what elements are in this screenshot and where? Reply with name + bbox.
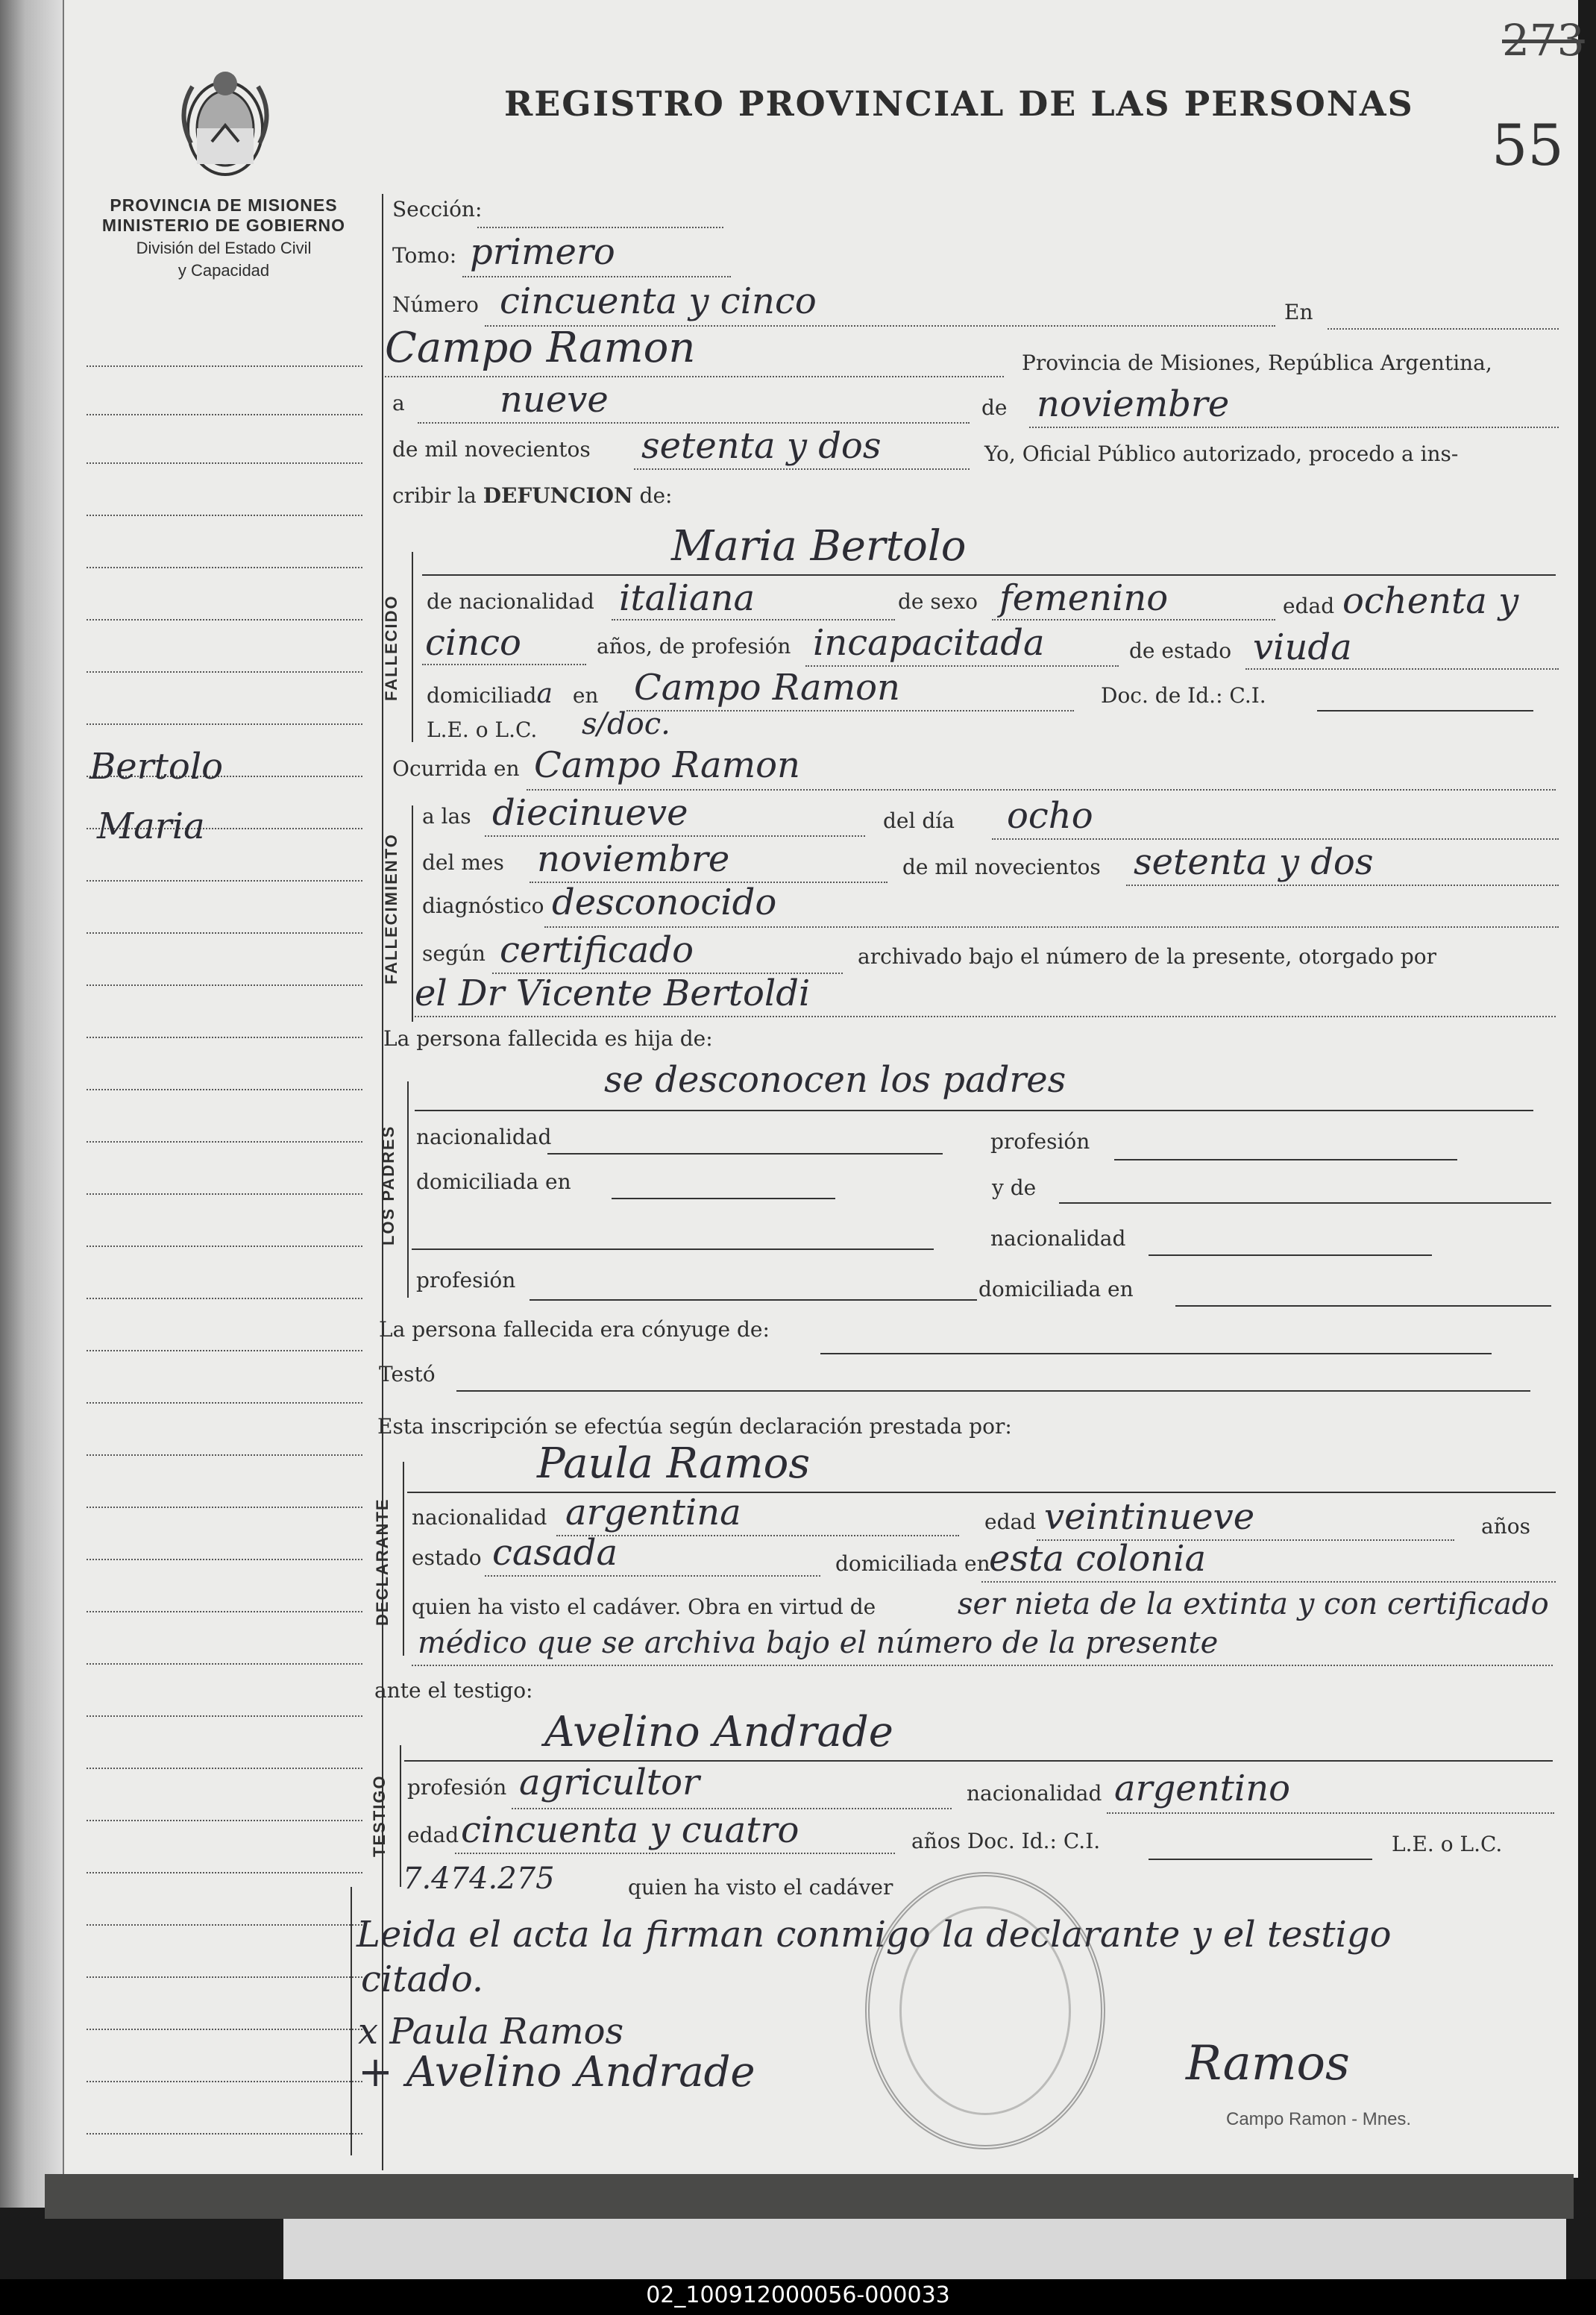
p-profesion-label: profesión xyxy=(990,1129,1090,1154)
le-value: s/doc. xyxy=(582,707,670,741)
signature-rule xyxy=(351,1887,352,2155)
conyuge-label: La persona fallecida era cónyuge de: xyxy=(379,1317,770,1342)
cadaver-text: quien ha visto el cadáver. Obra en virtud de xyxy=(412,1595,876,1619)
mil-label: de mil novecientos xyxy=(392,437,591,462)
diagnostico-label: diagnóstico xyxy=(422,893,544,918)
diagnostico-value: desconocido xyxy=(552,882,777,923)
profesion-value: incapacitada xyxy=(813,622,1045,664)
firma-testigo: + Avelino Andrade xyxy=(358,2048,755,2096)
t-profesion-value: agricultor xyxy=(519,1762,700,1803)
declarante-rule xyxy=(403,1462,404,1656)
tomo-value: primero xyxy=(470,231,615,273)
book-spine xyxy=(45,2174,1574,2219)
padres-rule xyxy=(407,1081,409,1298)
ministry-name: MINISTERIO DE GOBIERNO xyxy=(101,216,346,235)
division-name: División del Estado Civil xyxy=(136,239,312,257)
mes-fallec-value: noviembre xyxy=(537,838,730,880)
mes-fallec-label: del mes xyxy=(422,850,504,875)
p-yde-label: y de xyxy=(992,1175,1037,1200)
edad-label: edad xyxy=(1283,594,1335,618)
t-nacionalidad-label: nacionalidad xyxy=(967,1781,1102,1806)
padres-value: se desconocen los padres xyxy=(604,1059,1066,1101)
cierre-line-1: Leida el acta la firman conmigo la declarante y el testigo xyxy=(356,1914,1392,1956)
fallecido-tag: FALLECIDO xyxy=(382,594,400,701)
domiciliado-suffix: a xyxy=(536,679,553,709)
mes-inscripcion: noviembre xyxy=(1037,383,1230,425)
padres-line xyxy=(415,1110,1533,1111)
ocurrida-line xyxy=(527,789,1556,791)
oficial-firma: Ramos xyxy=(1186,2036,1350,2091)
inscribir-prefix: cribir la xyxy=(392,483,477,508)
hora-label: a las xyxy=(422,804,471,829)
estado-line xyxy=(1245,668,1559,670)
document-title: REGISTRO PROVINCIAL DE LAS PERSONAS xyxy=(504,84,1414,124)
margin-note-surname: Bertolo xyxy=(89,746,224,788)
tomo-line xyxy=(462,276,731,277)
testo-label: Testó xyxy=(379,1362,436,1386)
dia-fallec-line xyxy=(992,838,1559,840)
d-domicilio-value: esta colonia xyxy=(989,1538,1207,1580)
testigo-rule xyxy=(400,1745,401,1887)
province-name: PROVINCIA DE MISIONES xyxy=(110,195,338,215)
mes-line xyxy=(1029,427,1559,428)
d-nacionalidad-value: argentina xyxy=(565,1492,741,1533)
domicilio-value: Campo Ramon xyxy=(634,667,900,709)
firma-declarante: x Paula Ramos xyxy=(358,2011,624,2052)
p-madre-line xyxy=(412,1248,934,1250)
inscribir-text xyxy=(392,483,672,508)
p-profesion-line xyxy=(1114,1159,1457,1160)
domiciliado-label xyxy=(427,679,598,709)
d-domicilio-line xyxy=(981,1581,1556,1583)
defuncion-word: DEFUNCION xyxy=(483,483,633,508)
t-cadaver-label: quien ha visto el cadáver xyxy=(628,1875,893,1900)
dia-inscripcion: nueve xyxy=(500,379,609,421)
previous-page-edge xyxy=(0,0,63,2208)
anio-inscripcion: setenta y dos xyxy=(641,425,882,467)
d-nacionalidad-label: nacionalidad xyxy=(412,1505,547,1530)
p-domiciliada2-line xyxy=(1175,1305,1551,1307)
declaracion-label: Esta inscripción se efectúa según declaración prestada por: xyxy=(377,1414,1012,1439)
doc-line xyxy=(1317,710,1533,712)
virtud-line-2: médico que se archiva bajo el número de la presente xyxy=(418,1626,1219,1660)
p-nacionalidad-line xyxy=(547,1153,943,1155)
segun-value: certificado xyxy=(500,929,694,971)
diagnostico-line xyxy=(544,926,1559,928)
t-doc-value: 7.474.275 xyxy=(403,1862,555,1896)
d-estado-label: estado xyxy=(412,1545,482,1570)
seccion-line xyxy=(477,227,723,228)
numero-value: cincuenta y cinco xyxy=(500,280,817,322)
d-estado-value: casada xyxy=(492,1532,618,1574)
t-nacionalidad-line xyxy=(1107,1812,1554,1814)
le-label: L.E. o L.C. xyxy=(427,717,538,742)
hora-value: diecinueve xyxy=(492,792,688,834)
provincia-text: Provincia de Misiones, República Argentina, xyxy=(1022,351,1492,375)
testigo-label: ante el testigo: xyxy=(374,1678,533,1703)
sexo-value: femenino xyxy=(999,577,1169,619)
a-label: a xyxy=(392,391,405,415)
anio-fallec-line xyxy=(1126,885,1559,886)
virtud-line-1: ser nieta de la extinta y con certificado xyxy=(958,1587,1549,1621)
fallecido-rule xyxy=(412,552,413,742)
oficial-text: Yo, Oficial Público autorizado, procedo a ins- xyxy=(984,442,1459,466)
capacity-name: y Capacidad xyxy=(177,261,270,280)
mil-fallec-label: de mil novecientos xyxy=(902,855,1101,879)
ocurrida-value: Campo Ramon xyxy=(534,744,800,786)
t-anios-label: años Doc. Id.: C.I. xyxy=(911,1829,1101,1853)
folio-number: 55 xyxy=(1492,112,1564,178)
hora-line xyxy=(485,835,865,837)
dia-line xyxy=(418,422,970,424)
oficial-sello: Campo Ramon - Mnes. xyxy=(1226,2109,1412,2129)
medico-value: el Dr Vicente Bertoldi xyxy=(415,973,811,1014)
t-profesion-label: profesión xyxy=(407,1775,507,1800)
ocurrida-label: Ocurrida en xyxy=(392,756,520,781)
domicilio-en-label: en xyxy=(572,683,599,708)
seccion-label: Sección: xyxy=(392,197,483,222)
sexo-label: de sexo xyxy=(898,589,978,614)
hija-label: La persona fallecida es hija de: xyxy=(383,1026,713,1051)
p-yde-line xyxy=(1059,1202,1551,1204)
nacionalidad-line xyxy=(612,619,895,621)
image-id: 02_100912000056-000033 xyxy=(646,2282,950,2308)
de-label: de xyxy=(981,395,1008,420)
nombre-line xyxy=(422,574,1556,576)
segun-label: según xyxy=(422,941,486,966)
edad-value-2: cinco xyxy=(425,622,521,664)
nombre-fallecido: Maria Bertolo xyxy=(671,522,967,571)
declarante-tag: DECLARANTE xyxy=(373,1498,392,1626)
testigo-tag: TESTIGO xyxy=(370,1774,389,1857)
edad-line xyxy=(422,664,586,665)
lugar-line xyxy=(385,376,1004,377)
d-domiciliada-label: domiciliada en xyxy=(835,1551,990,1576)
d-anios-label: años xyxy=(1481,1514,1530,1539)
declarante-value: Paula Ramos xyxy=(537,1439,811,1488)
anio-line xyxy=(634,468,970,470)
inscribir-suffix: de: xyxy=(639,483,673,508)
margin-note-name: Maria xyxy=(97,805,205,847)
edad-value-1: ochenta y xyxy=(1342,580,1519,622)
p-nacionalidad-label: nacionalidad xyxy=(416,1125,552,1149)
t-edad-label: edad xyxy=(407,1823,459,1847)
d-edad-label: edad xyxy=(984,1510,1037,1534)
dia-fallec-label: del día xyxy=(883,808,955,833)
domiciliado-word: domiciliad xyxy=(427,683,537,708)
t-edad-line xyxy=(455,1853,895,1854)
archivado-text: archivado bajo el número de la presente, otorgado por xyxy=(858,944,1436,969)
fallecimiento-tag: FALLECIMIENTO xyxy=(382,833,400,984)
p-nacionalidad2-line xyxy=(1149,1254,1432,1256)
estado-label: de estado xyxy=(1129,638,1232,663)
p-domiciliada2-label: domiciliada en xyxy=(978,1277,1134,1301)
nacionalidad-label: de nacionalidad xyxy=(427,589,594,614)
domicilio-line xyxy=(626,710,1074,712)
dia-fallec-value: ocho xyxy=(1007,795,1093,837)
medico-line xyxy=(415,1016,1556,1017)
en-label: En xyxy=(1284,300,1313,324)
estado-value: viuda xyxy=(1253,626,1352,668)
en-line xyxy=(1328,328,1559,330)
d-estado-line xyxy=(485,1575,820,1577)
p-profesion2-line xyxy=(530,1299,977,1301)
p-domiciliada-label: domiciliada en xyxy=(416,1169,571,1194)
t-doc-line xyxy=(1149,1859,1372,1860)
conyuge-line xyxy=(820,1353,1492,1354)
issuer-block xyxy=(82,195,365,280)
coat-of-arms-icon xyxy=(176,54,274,185)
p-profesion2-label: profesión xyxy=(416,1268,516,1292)
t-edad-value: cincuenta y cuatro xyxy=(461,1809,799,1851)
cierre-line-2: citado. xyxy=(361,1959,484,2000)
tomo-label: Tomo: xyxy=(392,243,457,268)
registry-stamp xyxy=(865,1872,1105,2149)
sexo-line xyxy=(992,619,1275,621)
p-domiciliada-line xyxy=(612,1198,835,1199)
testo-line xyxy=(456,1390,1530,1392)
anio-fallec-value: setenta y dos xyxy=(1134,841,1374,883)
lugar-value: Campo Ramon xyxy=(385,324,696,372)
fallecimiento-rule xyxy=(412,805,413,1022)
testigo-value: Avelino Andrade xyxy=(544,1708,893,1756)
numero-label: Número xyxy=(392,292,479,317)
virtud-line xyxy=(412,1665,1553,1666)
profesion-label: años, de profesión xyxy=(597,634,791,659)
nacionalidad-value: italiana xyxy=(619,577,755,619)
t-nacionalidad-value: argentino xyxy=(1114,1768,1291,1809)
p-nacionalidad2-label: nacionalidad xyxy=(990,1226,1126,1251)
folio-old-number: 273 xyxy=(1502,15,1585,66)
t-le-label: L.E. o L.C. xyxy=(1392,1832,1503,1856)
padres-tag: LOS PADRES xyxy=(379,1125,398,1246)
doc-label: Doc. de Id.: C.I. xyxy=(1101,683,1266,708)
d-edad-value: veintinueve xyxy=(1044,1496,1255,1538)
